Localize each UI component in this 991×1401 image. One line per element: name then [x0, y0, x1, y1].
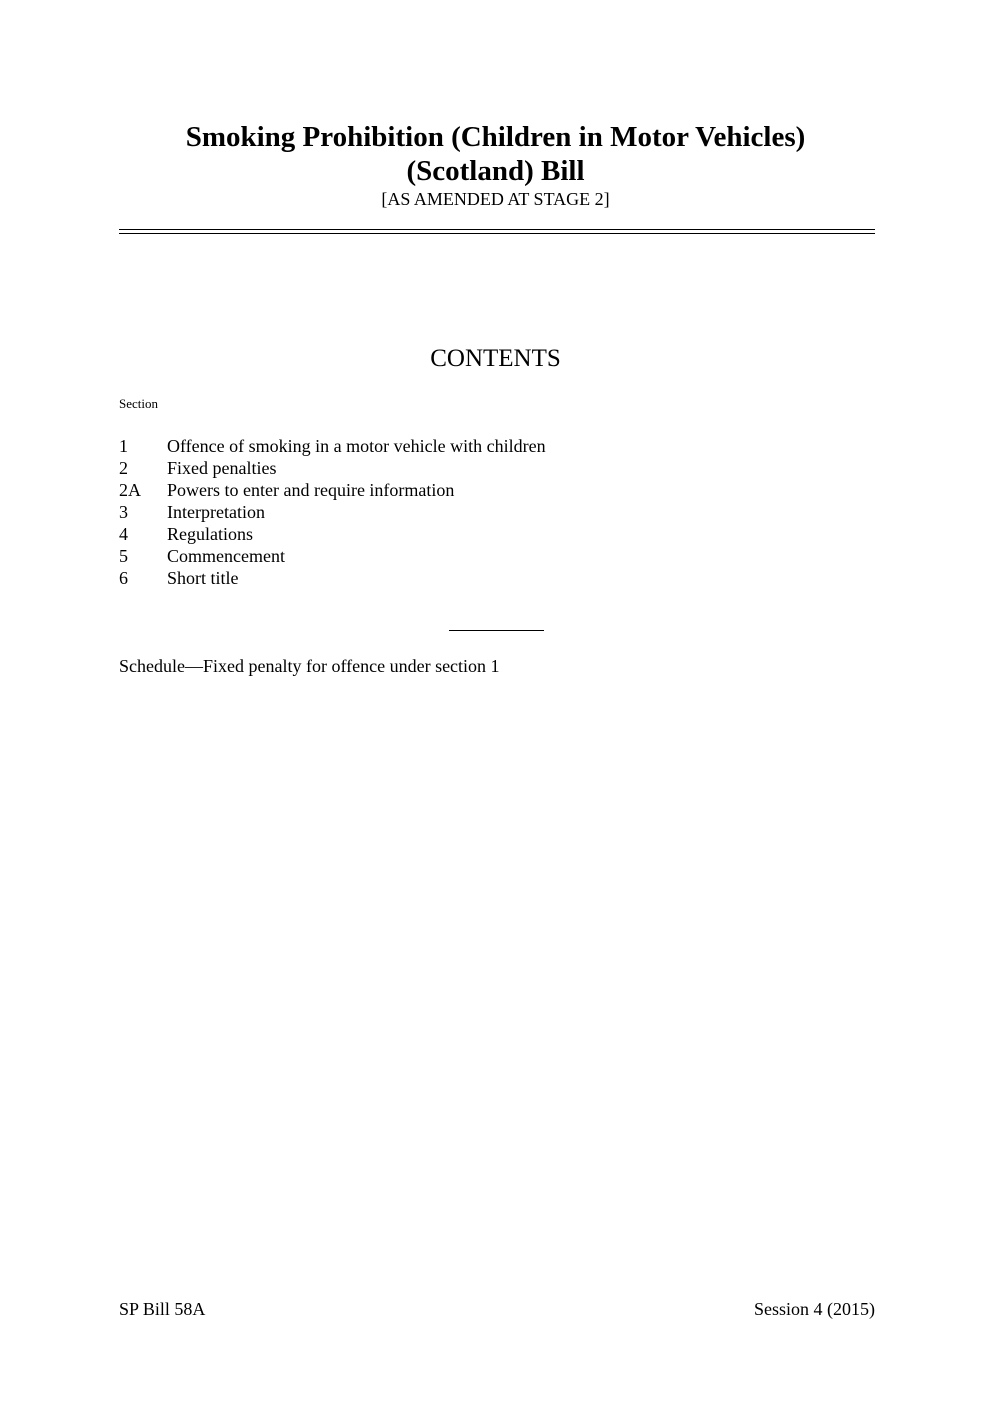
toc-item-number: 1	[119, 436, 128, 456]
toc-item-number: 6	[119, 568, 128, 588]
toc-item[interactable]	[119, 479, 546, 501]
toc-item-number: 2A	[119, 480, 141, 500]
section-column-label: Section	[119, 396, 158, 411]
toc-item-number: 4	[119, 524, 128, 544]
double-rule-bottom	[119, 233, 875, 234]
toc-item-title: Regulations	[167, 524, 253, 544]
toc-item-title: Powers to enter and require information	[167, 480, 455, 500]
separator-rule	[449, 630, 544, 631]
toc-item-title: Fixed penalties	[167, 458, 277, 478]
double-rule-top	[119, 229, 875, 230]
bill-subtitle: [AS AMENDED AT STAGE 2]	[381, 189, 610, 209]
toc-item-title: Interpretation	[167, 502, 265, 522]
toc-item-title: Short title	[167, 568, 239, 588]
toc-item[interactable]	[119, 457, 546, 479]
table-of-contents	[119, 435, 546, 589]
toc-item[interactable]	[119, 567, 546, 589]
toc-item[interactable]	[119, 523, 546, 545]
contents-heading: CONTENTS	[430, 345, 561, 372]
toc-item-title: Offence of smoking in a motor vehicle with children	[167, 436, 546, 456]
toc-item[interactable]	[119, 435, 546, 457]
session-info: Session 4 (2015)	[754, 1299, 875, 1319]
toc-item[interactable]	[119, 501, 546, 523]
toc-item-number: 5	[119, 546, 128, 566]
bill-number: SP Bill 58A	[119, 1299, 206, 1319]
toc-item-number: 3	[119, 502, 128, 522]
bill-title-line2: (Scotland) Bill	[406, 155, 585, 187]
schedule-entry[interactable]: Schedule—Fixed penalty for offence under section 1	[119, 656, 500, 676]
toc-item-title: Commencement	[167, 546, 285, 566]
toc-item-number: 2	[119, 458, 128, 478]
bill-title-line1: Smoking Prohibition (Children in Motor Vehicles)	[185, 121, 806, 153]
bill-title	[0, 120, 991, 188]
toc-item[interactable]	[119, 545, 546, 567]
